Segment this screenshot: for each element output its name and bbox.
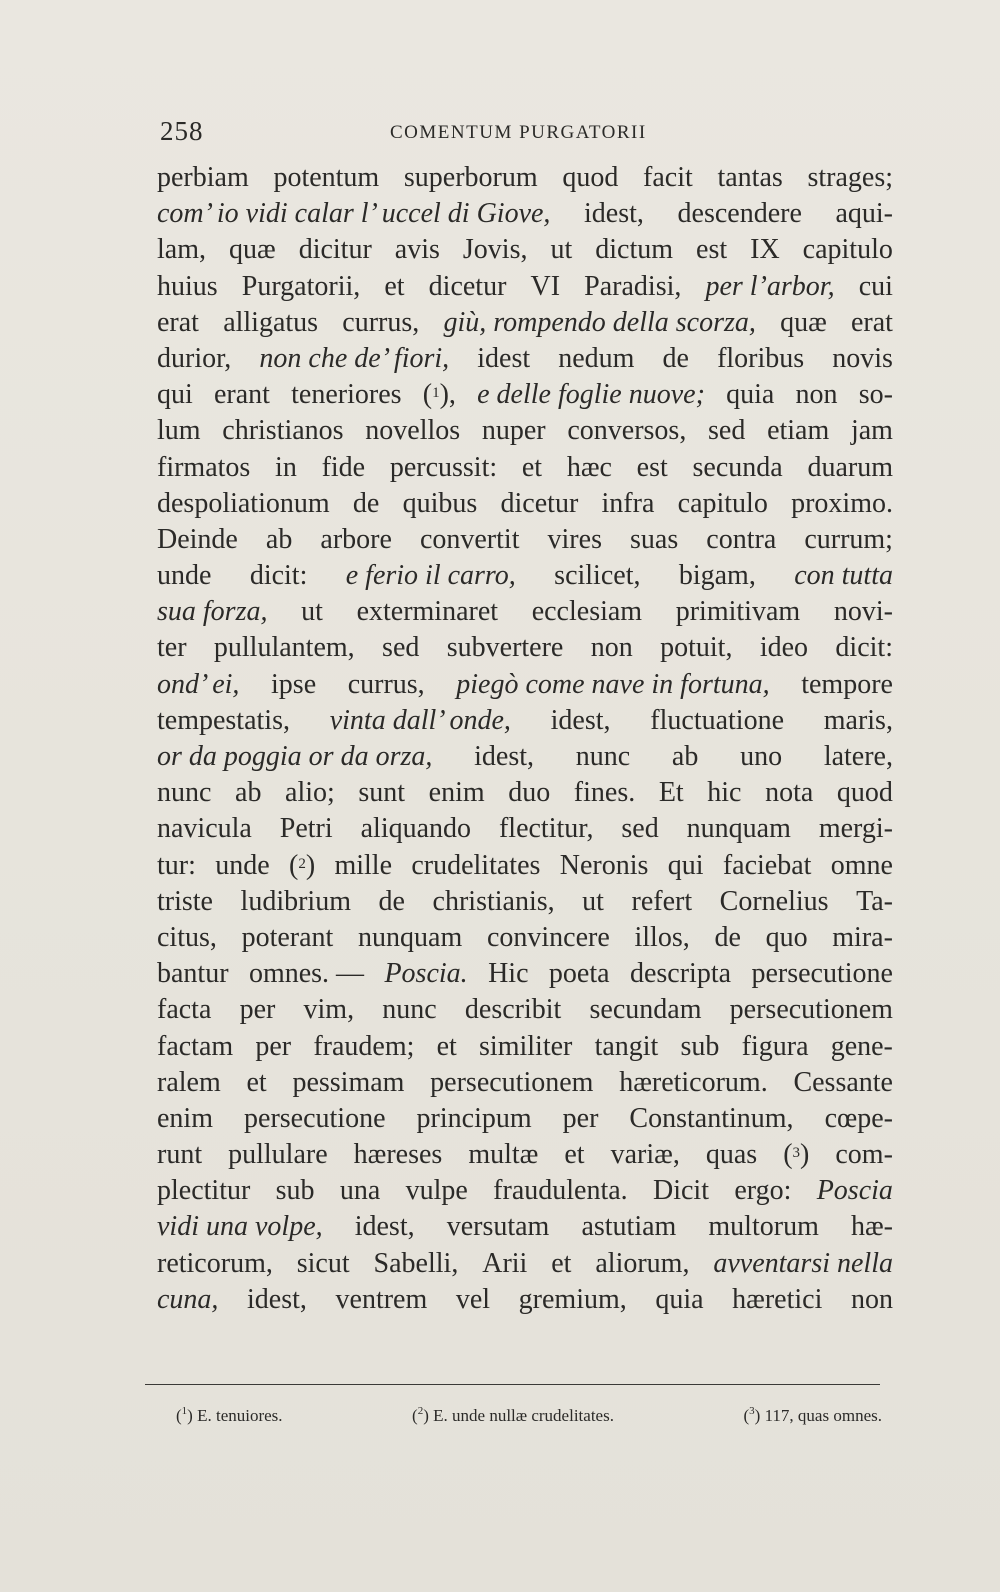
text-line	[157, 811, 893, 847]
footnote-mark: 2	[417, 1405, 424, 1417]
word: dicetur	[500, 487, 579, 519]
word: hæreses	[353, 1139, 443, 1171]
word: currum;	[804, 523, 893, 555]
text-line	[157, 920, 893, 956]
word: nedum	[558, 342, 635, 374]
word: sed	[708, 415, 746, 447]
word: capitulo	[677, 487, 768, 519]
word: unde	[215, 849, 270, 881]
word: perbiam	[157, 162, 249, 193]
word: potentum	[273, 162, 380, 193]
word: secunda	[692, 451, 783, 483]
italic-phrase: or da poggia or da orza,	[157, 741, 433, 772]
word: Et	[658, 777, 684, 809]
page-number: 258	[160, 116, 204, 146]
word: quo	[765, 921, 808, 953]
word: de	[714, 921, 741, 953]
word: idest,	[474, 741, 534, 772]
word: sub	[275, 1175, 315, 1207]
word: bigam,	[678, 560, 756, 592]
word: hæc	[566, 451, 612, 483]
word: facta	[157, 994, 212, 1026]
word: persecutione	[751, 958, 893, 990]
text-line	[157, 956, 893, 992]
word: navicula	[157, 813, 252, 845]
word: cœpe-	[824, 1102, 893, 1134]
word: VI	[530, 270, 561, 302]
word: secundam	[589, 994, 702, 1026]
word: durior,	[157, 342, 232, 374]
word: hæretici	[732, 1283, 823, 1315]
word: erat	[157, 306, 199, 338]
word: christianos	[222, 415, 344, 447]
word: descendere	[677, 198, 802, 230]
word: quod	[836, 777, 893, 809]
word: idest,	[550, 704, 611, 736]
word: Neronis	[559, 849, 649, 881]
word: de	[378, 885, 405, 917]
italic-phrase: giù, rompendo della scorza,	[443, 306, 756, 338]
footnote-marker-close: ),	[439, 379, 456, 411]
word: nunc	[575, 741, 631, 772]
italic-phrase: e delle foglie nuove;	[477, 379, 705, 411]
word: enim	[157, 1102, 213, 1134]
word: facit	[643, 162, 693, 193]
word: ventrem	[335, 1283, 428, 1315]
footnote-marker-close: )	[305, 849, 316, 881]
footnotes	[176, 1406, 882, 1426]
footnote-marker: 1	[432, 385, 440, 402]
word: per	[562, 1102, 599, 1134]
word: sed	[382, 632, 420, 664]
word: Arii	[482, 1247, 528, 1279]
word: lum	[157, 415, 201, 447]
italic-phrase: Poscia.	[384, 958, 468, 990]
word: describit	[464, 994, 562, 1026]
word: sub	[680, 1030, 720, 1062]
word: hæ-	[850, 1211, 893, 1243]
word: maris,	[823, 704, 893, 736]
word: sunt	[358, 777, 406, 809]
word: conversos,	[567, 415, 687, 447]
word: proximo.	[791, 487, 893, 519]
text-line	[157, 1065, 893, 1101]
word: mille	[334, 849, 393, 881]
word: dicetur	[428, 270, 507, 302]
word: omnes. —	[248, 958, 365, 990]
italic-phrase: non che de’ fiori,	[259, 342, 450, 374]
text-line	[157, 992, 893, 1028]
word: nota	[765, 777, 814, 809]
word: persecutione	[244, 1102, 386, 1134]
word: arbore	[320, 523, 392, 555]
italic-phrase: cuna,	[157, 1283, 219, 1315]
word: Hic	[488, 958, 529, 990]
word: et	[551, 1247, 572, 1279]
word: qui	[157, 379, 193, 411]
word: scilicet,	[554, 560, 641, 592]
word: et	[246, 1066, 267, 1098]
word: factam	[157, 1030, 234, 1062]
text-line	[157, 341, 893, 377]
word: idest	[477, 342, 531, 374]
text-line	[157, 1137, 893, 1173]
word: non	[590, 632, 633, 664]
word: vires	[547, 523, 602, 555]
word: Sabelli,	[373, 1247, 459, 1279]
word: aqui-	[835, 198, 893, 230]
word: hæreticorum.	[619, 1066, 768, 1098]
word: non	[795, 379, 838, 411]
word: persecutionem	[729, 994, 893, 1026]
word: vel	[455, 1283, 491, 1315]
word: principum	[416, 1102, 532, 1134]
word: quæ	[780, 306, 827, 338]
word: alligatus	[223, 306, 319, 338]
word: mergi-	[818, 813, 893, 845]
text-line	[157, 848, 893, 884]
word: ab	[235, 777, 262, 809]
word: una	[339, 1175, 381, 1207]
word: IX	[750, 234, 780, 266]
body-text	[157, 160, 893, 1318]
word: poterant	[241, 921, 334, 953]
word: de	[352, 487, 380, 519]
word: firmatos	[157, 451, 251, 483]
word: est	[636, 451, 668, 483]
italic-phrase: vidi una volpe,	[157, 1211, 323, 1243]
text-line	[157, 450, 893, 486]
word: triste	[157, 885, 213, 917]
word: Purgatorii,	[241, 270, 361, 302]
word: aliquando	[360, 813, 472, 845]
text-line	[157, 1101, 893, 1137]
word: quas	[705, 1139, 758, 1171]
word: sed	[621, 813, 659, 845]
word: ter	[157, 632, 187, 664]
text-line	[157, 160, 893, 196]
word: fluctuatione	[650, 704, 785, 736]
word: ralem	[157, 1066, 221, 1098]
footnote-text: 117, quas omnes.	[764, 1406, 882, 1425]
word: fide	[321, 451, 366, 483]
word: de	[662, 342, 689, 374]
word: ecclesiam	[531, 596, 643, 628]
word: currus,	[342, 306, 420, 338]
word: pullulantem,	[213, 632, 355, 664]
word: cui	[858, 270, 893, 302]
word: illos,	[634, 921, 690, 953]
word: idest,	[247, 1283, 307, 1315]
word: poeta	[548, 958, 610, 990]
word: erant	[213, 379, 270, 411]
word: ($^2$)	[289, 848, 315, 884]
word: lam,	[157, 234, 206, 266]
text-line	[157, 377, 893, 413]
word: contra	[706, 523, 777, 555]
word: hic	[707, 777, 742, 809]
word: tantas	[717, 162, 783, 193]
footnote-mark: 3	[749, 1405, 755, 1417]
text-line	[157, 305, 893, 341]
word: nunc	[382, 994, 437, 1026]
word: fraudem;	[313, 1030, 415, 1062]
word: uno	[740, 741, 783, 772]
word: nuper	[481, 415, 546, 447]
word: vim,	[303, 994, 355, 1026]
word: latere,	[823, 741, 893, 772]
italic-phrase: avventarsi nella	[713, 1247, 893, 1279]
word: convincere	[486, 921, 610, 953]
word: et	[436, 1030, 457, 1062]
italic-phrase: piegò come nave in fortuna,	[456, 668, 770, 700]
word: runt	[157, 1139, 203, 1171]
word: figura	[741, 1030, 809, 1062]
word: ($^1$),	[423, 377, 456, 413]
word: primitivam	[675, 596, 801, 628]
word: reticorum,	[157, 1247, 273, 1279]
word: infra	[601, 487, 655, 519]
word: alio;	[285, 777, 335, 809]
word: erat	[851, 306, 893, 338]
word: so-	[858, 379, 893, 411]
word: nunquam	[358, 921, 463, 953]
word: et	[564, 1139, 585, 1171]
word: com-	[835, 1139, 893, 1171]
word: fraudulenta.	[493, 1175, 628, 1207]
word: dictum	[595, 234, 674, 266]
word: gremium,	[518, 1283, 627, 1315]
word: convertit	[419, 523, 520, 555]
word: duarum	[807, 451, 893, 483]
word: et	[384, 270, 405, 302]
word: per	[255, 1030, 292, 1062]
word: quæ	[229, 234, 276, 266]
word: qui	[667, 849, 704, 881]
italic-phrase: per l’arbor,	[705, 270, 835, 302]
word: variæ,	[610, 1139, 680, 1171]
footnote-marker: 3	[792, 1145, 801, 1162]
word: plectitur	[157, 1175, 251, 1207]
text-line	[157, 775, 893, 811]
word: tangit	[594, 1030, 659, 1062]
text-line	[157, 269, 893, 305]
word: Deinde	[157, 523, 238, 555]
word: et	[521, 451, 543, 483]
word: bantur	[157, 958, 229, 990]
footnote: ($^3$) 117, quas omnes.	[743, 1405, 882, 1425]
word: ab	[265, 523, 293, 555]
word: Cornelius	[719, 885, 829, 917]
word: Cessante	[793, 1066, 893, 1098]
word: tempestatis,	[157, 704, 290, 736]
word: faciebat	[722, 849, 812, 881]
text-line	[157, 739, 893, 775]
word: teneriores	[291, 379, 402, 411]
word: novis	[832, 342, 893, 374]
word: dicitur	[298, 234, 372, 266]
word: quibus	[402, 487, 478, 519]
word: currus,	[347, 668, 425, 700]
text-line	[157, 703, 893, 739]
word: unde	[157, 560, 212, 592]
word: quod	[562, 162, 619, 193]
italic-phrase: e ferio il carro,	[345, 560, 516, 592]
italic-phrase: com’ io vidi calar l’ uccel di Giove,	[157, 198, 551, 230]
word: flectitur,	[498, 813, 594, 845]
text-line	[157, 594, 893, 630]
word: idest,	[584, 198, 644, 230]
word: multorum	[708, 1211, 819, 1243]
footnote-text: E. unde nullæ crudelitates.	[433, 1406, 614, 1425]
word: persecutionem	[430, 1066, 594, 1098]
word: nunc	[157, 777, 212, 809]
text-line	[157, 413, 893, 449]
footnote-marker: 2	[298, 855, 306, 872]
text-line	[157, 1282, 893, 1318]
word: enim	[428, 777, 485, 809]
footnote-text: E. tenuiores.	[197, 1406, 283, 1425]
italic-phrase: ond’ ei,	[157, 668, 240, 700]
italic-phrase: sua forza,	[157, 596, 268, 628]
word: Petri	[279, 813, 333, 845]
word: ludibrium	[240, 885, 351, 917]
text-line	[157, 884, 893, 920]
word: gene-	[830, 1030, 893, 1062]
word: ut	[582, 885, 604, 917]
footnote-marker-close: )	[800, 1139, 810, 1171]
text-line	[157, 630, 893, 666]
word: despoliationum	[157, 487, 330, 519]
footnote-mark: 1	[181, 1405, 188, 1417]
word: ipse	[271, 668, 317, 700]
text-line	[157, 486, 893, 522]
word: Paradisi,	[584, 270, 682, 302]
word: ut	[301, 596, 323, 628]
italic-phrase: Poscia	[816, 1175, 893, 1207]
word: omne	[830, 849, 893, 881]
word: dicit:	[249, 560, 308, 592]
word: refert	[631, 885, 693, 917]
word: sicut	[296, 1247, 350, 1279]
text-line	[157, 667, 893, 703]
word: non	[850, 1283, 893, 1315]
word: jam	[850, 415, 893, 447]
word: ab	[671, 741, 699, 772]
word: floribus	[717, 342, 805, 374]
text-line	[157, 1029, 893, 1065]
word: Dicit	[653, 1175, 709, 1207]
word: ut	[550, 234, 573, 266]
footnote: ($^2$) E. unde nullæ crudelitates.	[412, 1405, 614, 1425]
word: percussit:	[389, 451, 498, 483]
word: suas	[630, 523, 679, 555]
word: est	[696, 234, 728, 266]
footnote: ($^1$) E. tenuiores.	[176, 1405, 283, 1425]
word: in	[275, 451, 297, 483]
word: citus,	[157, 921, 217, 953]
word: superborum	[403, 162, 538, 193]
text-line	[157, 232, 893, 268]
word: Ta-	[856, 885, 893, 917]
word: vulpe	[405, 1175, 468, 1207]
word: strages;	[807, 162, 893, 193]
word: potuit,	[660, 632, 733, 664]
word: mira-	[832, 921, 893, 953]
word: capitulo	[802, 234, 893, 266]
word: similiter	[479, 1030, 573, 1062]
word: nunquam	[686, 813, 791, 845]
word: astutiam	[581, 1211, 677, 1243]
word: dicit:	[835, 632, 893, 664]
word: multæ	[468, 1139, 539, 1171]
word: per	[239, 994, 276, 1026]
word: fines.	[573, 777, 636, 809]
word: avis	[394, 234, 440, 266]
text-line	[157, 522, 893, 558]
word: ideo	[759, 632, 809, 664]
text-line	[157, 196, 893, 232]
text-line	[157, 1173, 893, 1209]
word: ($^3$)	[783, 1137, 809, 1173]
word: quia	[655, 1283, 704, 1315]
word: pullulare	[228, 1139, 328, 1171]
word: tur:	[157, 849, 196, 881]
word: Jovis,	[462, 234, 528, 266]
running-head: COMENTUM PURGATORII	[390, 122, 647, 143]
italic-phrase: con tutta	[794, 560, 893, 592]
word: descripta	[629, 958, 732, 990]
text-line	[157, 558, 893, 594]
word: versutam	[446, 1211, 550, 1243]
word: quia	[726, 379, 775, 411]
page-header	[160, 112, 890, 152]
word: etiam	[767, 415, 830, 447]
word: exterminaret	[356, 596, 499, 628]
word: christianis,	[432, 885, 555, 917]
word: aliorum,	[595, 1247, 690, 1279]
word: Constantinum,	[629, 1102, 794, 1134]
word: subvertere	[446, 632, 564, 664]
word: idest,	[354, 1211, 415, 1243]
word: huius	[157, 270, 218, 302]
word: duo	[508, 777, 551, 809]
word: novi-	[833, 596, 893, 628]
text-line	[157, 1246, 893, 1282]
word: novellos	[365, 415, 461, 447]
word: ergo:	[734, 1175, 792, 1207]
word: pessimam	[292, 1066, 405, 1098]
word: crudelitates	[411, 849, 541, 881]
italic-phrase: vinta dall’ onde,	[329, 704, 511, 736]
text-line	[157, 1209, 893, 1245]
word: tempore	[801, 668, 893, 700]
footnote-rule	[145, 1384, 880, 1385]
